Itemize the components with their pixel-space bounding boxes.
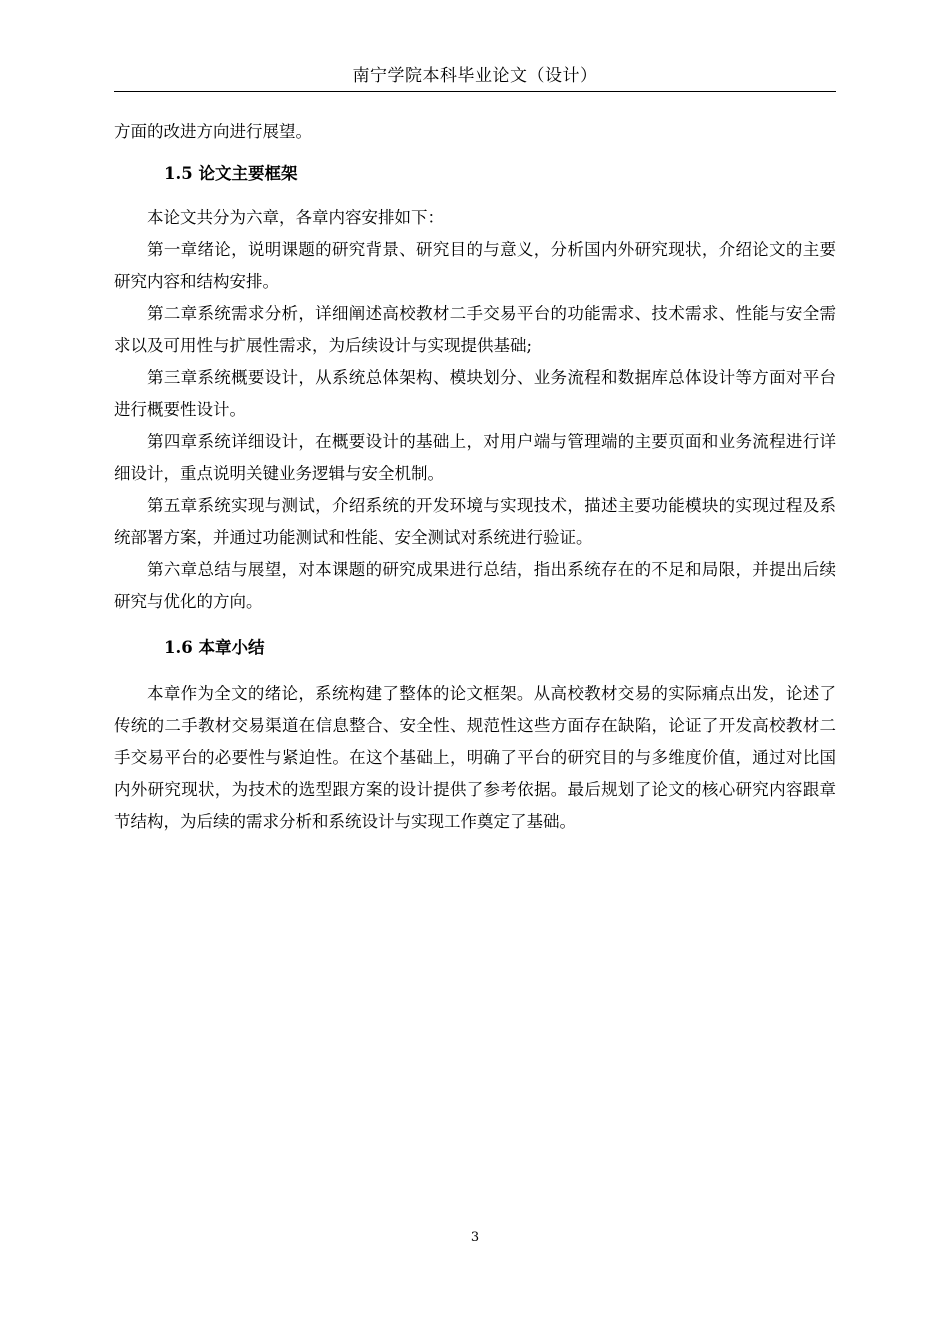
paragraph: 本论文共分为六章，各章内容安排如下： [147,208,444,227]
paragraph: 第二章系统需求分析，详细阐述高校教材二手交易平台的功能需求、技术需求、性能与安全需求以及可用性与扩展性需求，为后续设计与实现提供基础; [114,304,836,355]
header-divider [114,91,836,92]
section-1-6-heading-wrap [114,632,264,664]
section-1-5-heading-wrap [114,158,297,190]
section-1-5-body [114,202,836,618]
paragraph: 第四章系统详细设计，在概要设计的基础上，对用户端与管理端的主要页面和业务流程进行详细设计，重点说明关键业务逻辑与安全机制。 [114,432,836,483]
paragraph: 第五章系统实现与测试，介绍系统的开发环境与实现技术，描述主要功能模块的实现过程及系统部署方案，并通过功能测试和性能、安全测试对系统进行验证。 [114,496,836,547]
section-heading: 1.5 论文主要框架 [164,164,298,183]
page-number: 3 [470,1230,480,1245]
paragraph: 第三章系统概要设计，从系统总体架构、模块划分、业务流程和数据库总体设计等方面对平台进行概要性设计。 [114,368,836,419]
carry-over-block [114,116,836,148]
paragraph: 本章作为全文的绪论，系统构建了整体的论文框架。从高校教材交易的实际痛点出发，论述了传统的二手教材交易渠道在信息整合、安全性、规范性这些方面存在缺陷，论证了开发高校教材二手交易平台的必要性与紧迫性。在这个基础上，明确了平台的研究目的与多维度价值，通过对比国内外研究现状，为技术的选型跟方案的设计提供了参考依据。最后规划了论文的核心研究内容跟章节结构，为后续的需求分析和系统设计与实现工作奠定了基础。 [114,684,836,831]
paragraph: 第一章绪论，说明课题的研究背景、研究目的与意义，分析国内外研究现状，介绍论文的主要研究内容和结构安排。 [114,240,836,291]
paragraph: 第六章总结与展望，对本课题的研究成果进行总结，指出系统存在的不足和局限，并提出后续研究与优化的方向。 [114,560,836,611]
section-1-6-body [114,678,836,838]
page-header-title: 南宁学院本科毕业论文（设计） [352,66,598,86]
carry-over-paragraph: 方面的改进方向进行展望。 [114,122,312,141]
section-heading: 1.6 本章小结 [164,638,265,657]
